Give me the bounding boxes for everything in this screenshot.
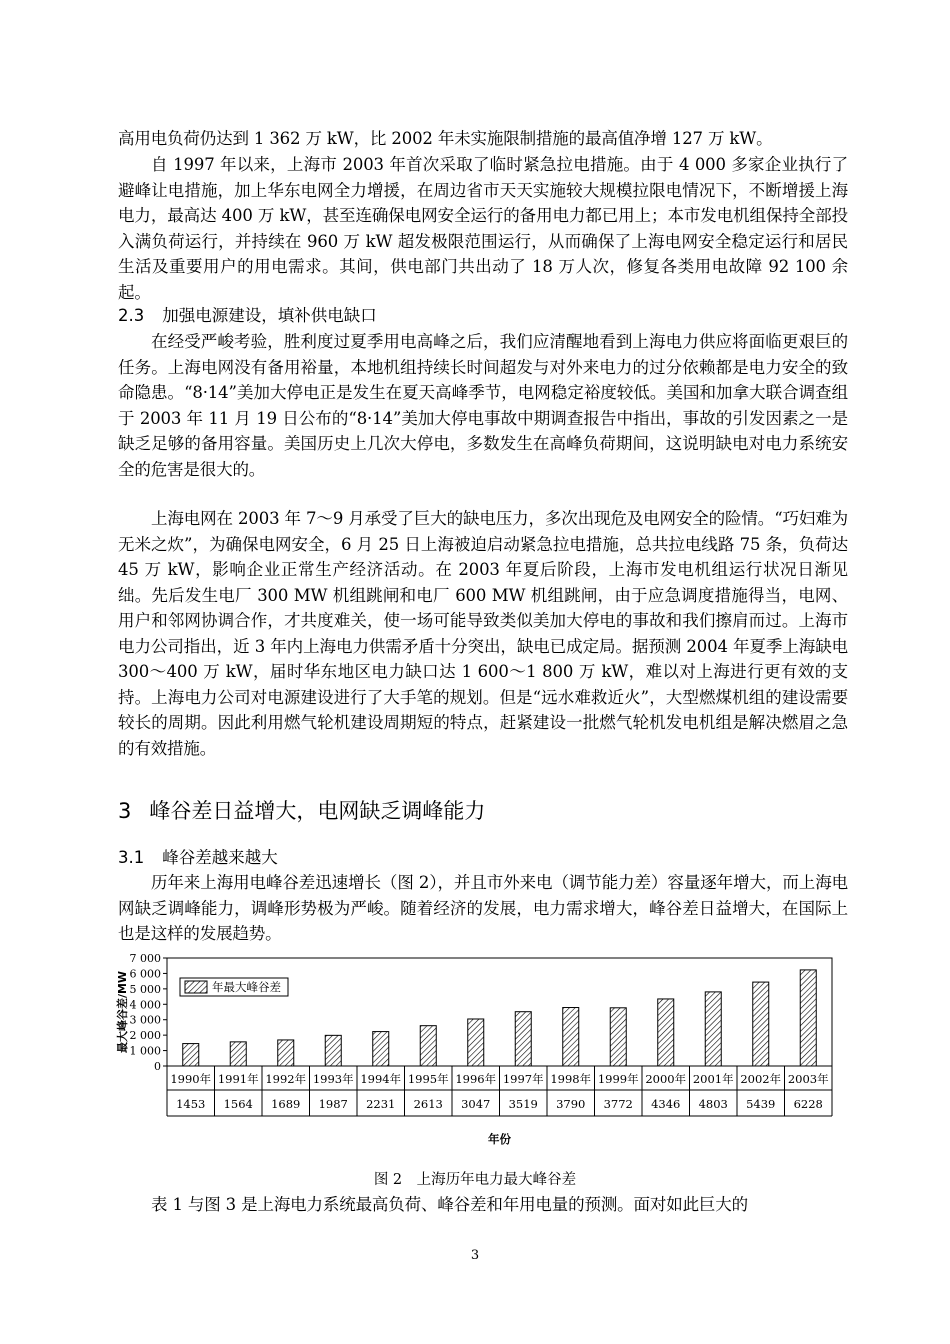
y-tick-label: 3 000	[129, 1013, 161, 1027]
x-category-label: 1995年	[407, 1072, 449, 1086]
section-heading-2-3	[118, 304, 377, 328]
bar-1991年	[230, 1042, 246, 1066]
data-value-label: 3519	[508, 1097, 538, 1111]
paragraph-2: 自 1997 年以来，上海市 2003 年首次采取了临时紧急拉电措施。由于 4 000 多家企业执行了避峰让电措施，加上华东电网全力增援，在周边省市天天实施较大规模拉限电情况下，不断增援上海电力，最高达 400 万 kW，甚至连确保电网安全运行的备用电力都已用上；本市发电机组保持全部投入满负荷运行，并持续在 960 万 kW 超发极限范围运行，从而确保了上海电网安全稳定运行和居民生活及重要用户的用电需求。其间，供电部门共出动了 18 万人次，修复各类用电故障 92 100 余起。	[118, 155, 848, 302]
section-title: 加强电源建设，填补供电缺口	[162, 306, 377, 325]
data-value-label: 3772	[603, 1097, 633, 1111]
x-category-label: 1998年	[550, 1072, 592, 1086]
data-value-label: 1689	[271, 1097, 301, 1111]
y-tick-label: 2 000	[129, 1029, 161, 1043]
y-tick-label: 0	[154, 1060, 161, 1073]
bar-1995年	[420, 1026, 436, 1066]
x-category-label: 1999年	[597, 1072, 639, 1086]
x-axis-label: 年份	[488, 1132, 511, 1146]
data-value-label: 2613	[413, 1097, 443, 1111]
page-number: 3	[470, 1248, 480, 1263]
data-value-label: 1453	[176, 1097, 206, 1111]
x-category-label: 2002年	[740, 1072, 782, 1086]
section-number: 2.3	[118, 306, 145, 325]
paragraph-6: 表 1 与图 3 是上海电力系统最高负荷、峰谷差和年用电量的预测。面对如此巨大的	[151, 1195, 748, 1214]
bar-1994年	[373, 1032, 389, 1066]
paragraph-3: 在经受严峻考验，胜利度过夏季用电高峰之后，我们应清醒地看到上海电力供应将面临更艰巨的任务。上海电网没有备用裕量，本地机组持续长时间超发与对外来电力的过分依赖都是电力安全的致命隐患。“8·14”美加大停电正是发生在夏天高峰季节，电网稳定裕度较低。美国和加拿大联合调查组于 2003 年 11 月 19 日公布的“8·14”美加大停电事故中期调查报告中指出，事故的引发因素之一是缺乏足够的备用容量。美国历史上几次大停电，多数发生在高峰负荷期间，这说明缺电对电力系统安全的危害是很大的。	[118, 332, 848, 479]
paragraph-5: 历年来上海用电峰谷差迅速增长（图 2），并且市外来电（调节能力差）容量逐年增大，而上海电网缺乏调峰能力，调峰形势极为严峻。随着经济的发展，电力需求增大，峰谷差日益增大，在国际上也是这样的发展趋势。	[118, 873, 848, 943]
paragraph-1: 高用电负荷仍达到 1 362 万 kW，比 2002 年未实施限制措施的最高值净增 127 万 kW。	[118, 129, 773, 148]
data-value-label: 1564	[223, 1097, 253, 1111]
bar-2002年	[753, 982, 769, 1066]
bar-2001年	[705, 992, 721, 1066]
y-tick-label: 4 000	[129, 998, 161, 1012]
data-value-label: 6228	[793, 1097, 823, 1111]
figure-caption: 图 2 上海历年电力最大峰谷差	[373, 1172, 577, 1188]
legend-label: 年最大峰谷差	[212, 980, 281, 994]
data-value-label: 3790	[556, 1097, 586, 1111]
data-value-label: 4803	[698, 1097, 728, 1111]
peak-valley-bar-chart	[112, 950, 842, 1150]
bar-1999年	[610, 1008, 626, 1066]
plot-frame	[167, 958, 832, 1066]
data-value-label: 1987	[318, 1097, 348, 1111]
legend-swatch	[185, 981, 207, 993]
section-heading-3-1	[118, 846, 278, 870]
section-title: 峰谷差越来越大	[162, 848, 278, 867]
section-heading-3	[118, 796, 485, 826]
bar-2003年	[800, 970, 816, 1066]
x-category-label: 2000年	[645, 1072, 687, 1086]
bar-1993年	[325, 1035, 341, 1066]
bar-1997年	[515, 1012, 531, 1066]
bar-2000年	[658, 999, 674, 1066]
bar-1990年	[183, 1044, 199, 1066]
y-tick-label: 5 000	[129, 982, 161, 996]
y-axis-label: 最大峰谷差/MW	[116, 970, 129, 1054]
x-category-label: 1996年	[455, 1072, 497, 1086]
y-tick-label: 6 000	[129, 967, 161, 981]
section-number: 3.1	[118, 848, 145, 867]
section-number: 3	[118, 799, 132, 823]
x-category-label: 1991年	[217, 1072, 259, 1086]
x-category-label: 2003年	[787, 1072, 829, 1086]
data-value-label: 5439	[746, 1097, 776, 1111]
x-category-label: 1997年	[502, 1072, 544, 1086]
x-category-label: 1993年	[312, 1072, 354, 1086]
x-category-label: 2001年	[692, 1072, 734, 1086]
paragraph-4: 上海电网在 2003 年 7～9 月承受了巨大的缺电压力，多次出现危及电网安全的险情。“巧妇难为无米之炊”，为确保电网安全，6 月 25 日上海被迫启动紧急拉电措施，总共拉电线路 75 条，负荷达 45 万 kW，影响企业正常生产经济活动。在 2003 年夏后阶段，上海市发电机组运行状况日渐见绌。先后发生电厂 300 MW 机组跳闸和电厂 600 MW 机组跳闸，由于应急调度措施得当，电网、用户和邻网协调合作，才共度难关，使一场可能导致类似美加大停电的事故和我们擦肩而过。上海市电力公司指出，近 3 年内上海电力供需矛盾十分突出，缺电已成定局。据预测 2004 年夏季上海缺电 300～400 万 kW，届时华东地区电力缺口达 1 600～1 800 万 kW，难以对上海进行更有效的支持。上海电力公司对电源建设进行了大手笔的规划。但是“远水难救近火”，大型燃煤机组的建设需要较长的周期。因此利用燃气轮机建设周期短的特点，赶紧建设一批燃气轮机发电机组是解决燃眉之急的有效措施。	[118, 509, 848, 758]
bar-1998年	[563, 1008, 579, 1066]
data-value-label: 3047	[461, 1097, 491, 1111]
bar-1992年	[278, 1040, 294, 1066]
y-tick-label: 1 000	[129, 1044, 161, 1058]
x-category-label: 1990年	[170, 1072, 212, 1086]
data-value-label: 4346	[651, 1097, 681, 1111]
section-title: 峰谷差日益增大，电网缺乏调峰能力	[149, 799, 486, 823]
data-value-label: 2231	[366, 1097, 396, 1111]
x-category-label: 1992年	[265, 1072, 307, 1086]
x-category-label: 1994年	[360, 1072, 402, 1086]
y-tick-label: 7 000	[129, 952, 161, 965]
bar-1996年	[468, 1019, 484, 1066]
